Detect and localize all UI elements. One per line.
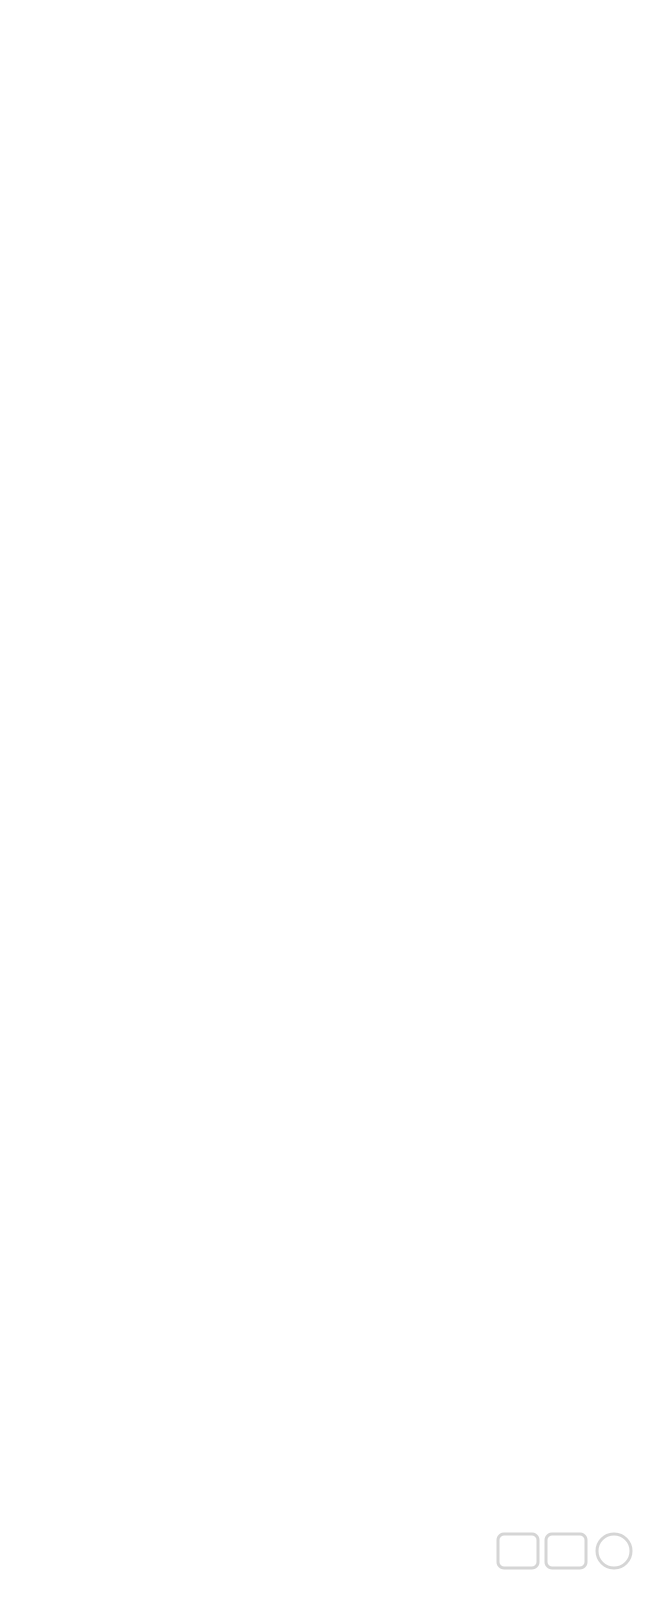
watermark-logo (496, 1530, 646, 1592)
